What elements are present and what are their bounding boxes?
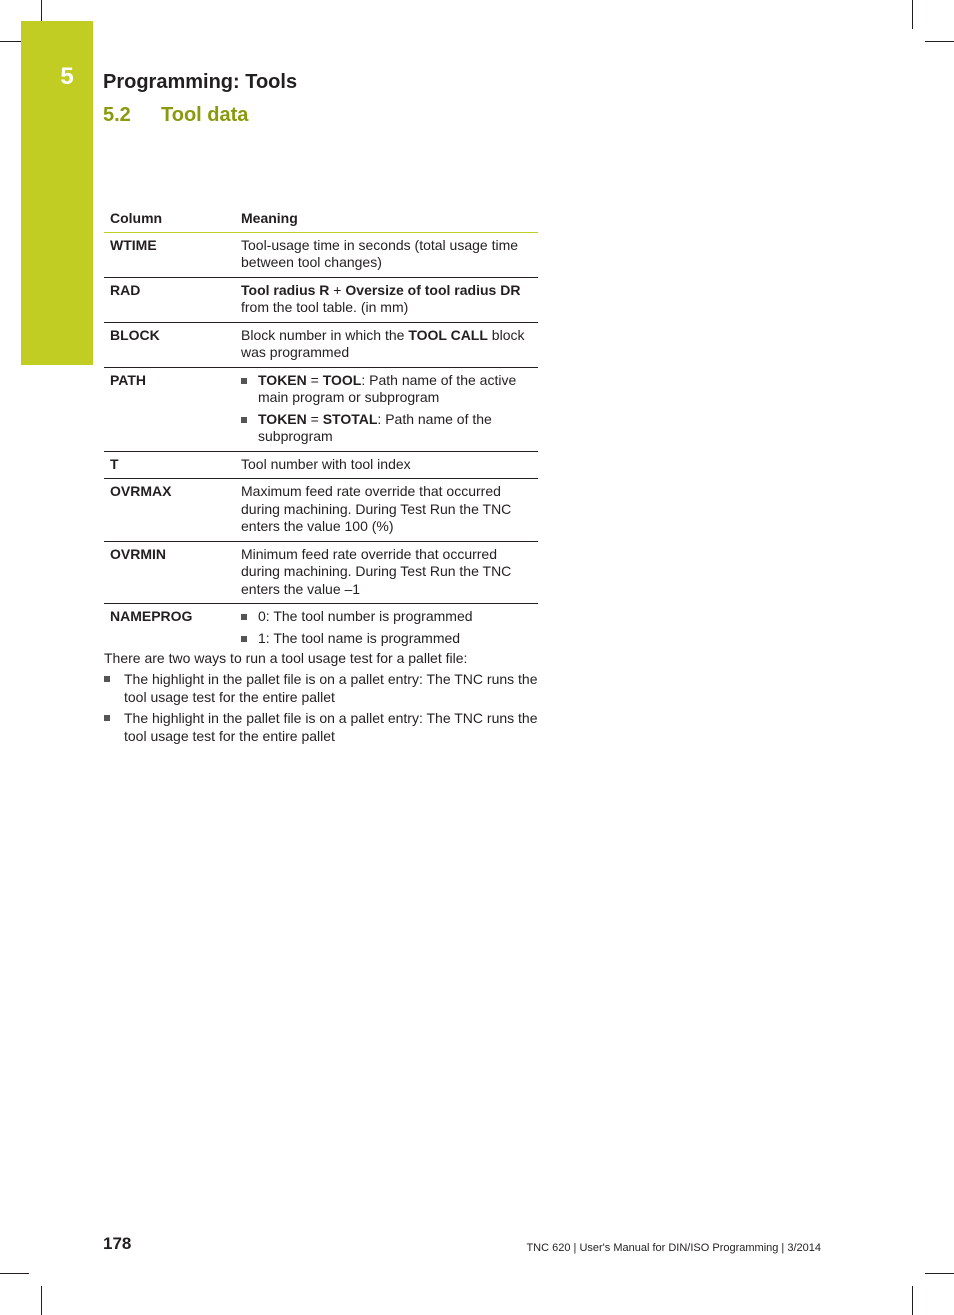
column-meaning (235, 277, 538, 322)
column-name: WTIME (104, 232, 235, 277)
bold-term: Oversize of tool radius DR (345, 281, 521, 298)
column-header: Column (104, 208, 235, 232)
column-meaning (235, 367, 538, 451)
text-run: from the tool table. (in mm) (241, 299, 409, 315)
crop-mark (925, 41, 954, 42)
list-item: The highlight in the pallet file is on a pallet entry: The TNC runs the tool usage test for the entire pallet (104, 670, 538, 706)
crop-mark (912, 1286, 913, 1315)
text-run: : Path name of the subprogram (258, 410, 492, 444)
column-name: PATH (104, 367, 235, 451)
bold-term: Tool radius R (241, 281, 330, 298)
chapter-tab (21, 21, 93, 365)
footer-text: TNC 620 | User's Manual for DIN/ISO Programming | 3/2014 (526, 1242, 821, 1254)
text-run: : Path name of the active main program or subprogram (258, 371, 517, 405)
crop-mark (41, 1286, 42, 1315)
column-meaning: Tool number with tool index (235, 451, 538, 479)
table-row (104, 322, 538, 367)
table-row (104, 604, 538, 653)
text-run: Block number in which the (241, 326, 409, 343)
column-meaning (235, 322, 538, 367)
column-name: OVRMIN (104, 541, 235, 604)
column-meaning: Maximum feed rate override that occurred during machining. During Test Run the TNC enters the value 100 (%) (235, 479, 538, 542)
table-row (104, 367, 538, 451)
path-options-list (241, 372, 532, 446)
column-meaning (235, 604, 538, 653)
bold-term: TOOL CALL (408, 326, 488, 343)
crop-mark (0, 1273, 29, 1274)
tool-data-table (104, 208, 538, 652)
text-run: = (306, 410, 323, 427)
crop-mark (0, 41, 21, 42)
meaning-header: Meaning (235, 208, 538, 232)
chapter-title: Programming: Tools (103, 71, 298, 93)
list-item: The highlight in the pallet file is on a pallet entry: The TNC runs the tool usage test for the entire pallet (104, 709, 538, 745)
chapter-number: 5 (60, 63, 74, 90)
list-item (241, 372, 532, 407)
table-row (104, 232, 538, 277)
page-number: 178 (103, 1234, 132, 1253)
crop-mark (41, 0, 42, 21)
list-item: 0: The tool number is programmed (241, 608, 532, 626)
bold-term: STOTAL (322, 410, 378, 427)
bold-term: TOKEN (258, 410, 307, 427)
column-name: T (104, 451, 235, 479)
crop-mark (925, 1273, 954, 1274)
intro-paragraph: There are two ways to run a tool usage test for a pallet file: (104, 650, 468, 666)
text-run: + (329, 281, 346, 298)
pallet-test-list (104, 670, 538, 745)
list-item: 1: The tool name is programmed (241, 630, 532, 648)
table-header-row (104, 208, 538, 232)
crop-mark (912, 0, 913, 29)
column-name: OVRMAX (104, 479, 235, 542)
table-row (104, 451, 538, 479)
list-item (241, 411, 532, 446)
text-run: block was programmed (241, 326, 525, 360)
column-meaning: Minimum feed rate override that occurred during machining. During Test Run the TNC enters the value –1 (235, 541, 538, 604)
section-number: 5.2 (103, 104, 131, 126)
column-name: NAMEPROG (110, 608, 193, 624)
table-row (104, 277, 538, 322)
table-row (104, 479, 538, 542)
nameprog-options-list (241, 608, 532, 647)
section-name: Tool data (161, 104, 249, 126)
column-name: RAD (104, 277, 235, 322)
section-title (103, 104, 248, 127)
bold-term: TOOL (322, 371, 362, 388)
column-name: BLOCK (104, 322, 235, 367)
column-meaning: Tool-usage time in seconds (total usage time between tool changes) (235, 232, 538, 277)
table-row (104, 541, 538, 604)
text-run: = (306, 371, 323, 388)
bold-term: TOKEN (258, 371, 307, 388)
